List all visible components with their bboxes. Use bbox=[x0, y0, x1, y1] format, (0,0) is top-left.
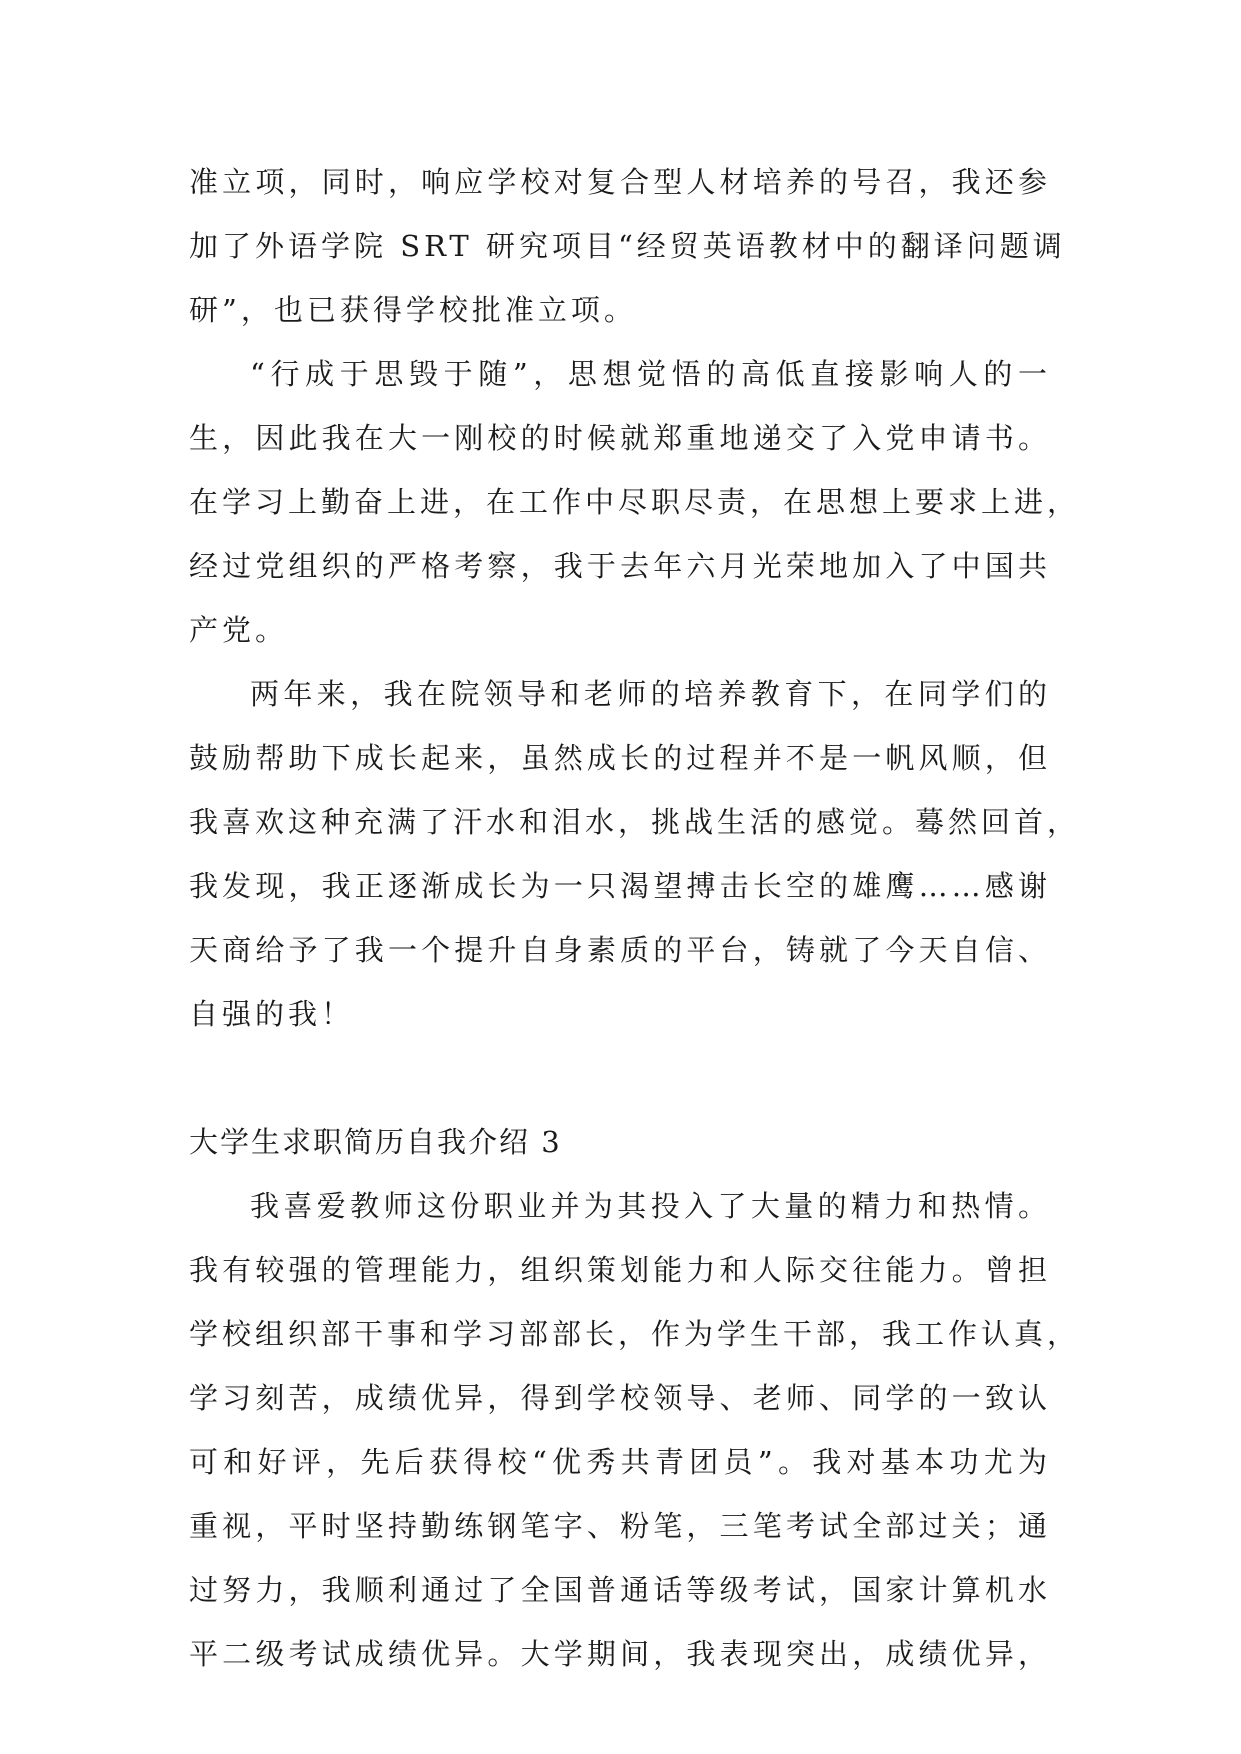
section-heading: 大学生求职简历自我介绍 3 bbox=[189, 1125, 562, 1159]
text-line: 产党。 bbox=[189, 613, 289, 647]
text-line: 我喜爱教师这份职业并为其投入了大量的精力和热情。 bbox=[250, 1189, 1051, 1223]
text-line: 过努力，我顺利通过了全国普通话等级考试，国家计算机水 bbox=[189, 1573, 1051, 1607]
text-line: 学校组织部干事和学习部部长，作为学生干部，我工作认真， bbox=[189, 1317, 1081, 1351]
text-line: 两年来，我在院领导和老师的培养教育下，在同学们的 bbox=[250, 677, 1051, 711]
text-line: 自强的我！ bbox=[189, 997, 355, 1031]
text-line: 在学习上勤奋上进，在工作中尽职尽责，在思想上要求上进， bbox=[189, 485, 1081, 519]
text-line: 平二级考试成绩优异。大学期间，我表现突出，成绩优异， bbox=[189, 1637, 1051, 1671]
text-line: 加了外语学院 SRT 研究项目“经贸英语教材中的翻译问题调 bbox=[189, 229, 1066, 263]
text-line: 准立项，同时，响应学校对复合型人材培养的号召，我还参 bbox=[189, 165, 1051, 199]
text-line: 学习刻苦，成绩优异，得到学校领导、老师、同学的一致认 bbox=[189, 1381, 1051, 1415]
text-line: 我喜欢这种充满了汗水和泪水，挑战生活的感觉。蓦然回首， bbox=[189, 805, 1081, 839]
text-line: 我发现，我正逐渐成长为一只渴望搏击长空的雄鹰……感谢 bbox=[189, 869, 1051, 903]
text-line: “行成于思毁于随”，思想觉悟的高低直接影响人的一 bbox=[250, 357, 1051, 391]
text-line: 可和好评，先后获得校“优秀共青团员”。我对基本功尤为 bbox=[189, 1445, 1051, 1479]
text-line: 我有较强的管理能力，组织策划能力和人际交往能力。曾担 bbox=[189, 1253, 1051, 1287]
text-line: 经过党组织的严格考察，我于去年六月光荣地加入了中国共 bbox=[189, 549, 1051, 583]
text-line: 重视，平时坚持勤练钢笔字、粉笔，三笔考试全部过关；通 bbox=[189, 1509, 1051, 1543]
text-line: 鼓励帮助下成长起来，虽然成长的过程并不是一帆风顺，但 bbox=[189, 741, 1051, 775]
text-line: 生，因此我在大一刚校的时候就郑重地递交了入党申请书。 bbox=[189, 421, 1051, 455]
text-line: 研”，也已获得学校批准立项。 bbox=[189, 293, 637, 327]
text-line: 天商给予了我一个提升自身素质的平台，铸就了今天自信、 bbox=[189, 933, 1051, 967]
